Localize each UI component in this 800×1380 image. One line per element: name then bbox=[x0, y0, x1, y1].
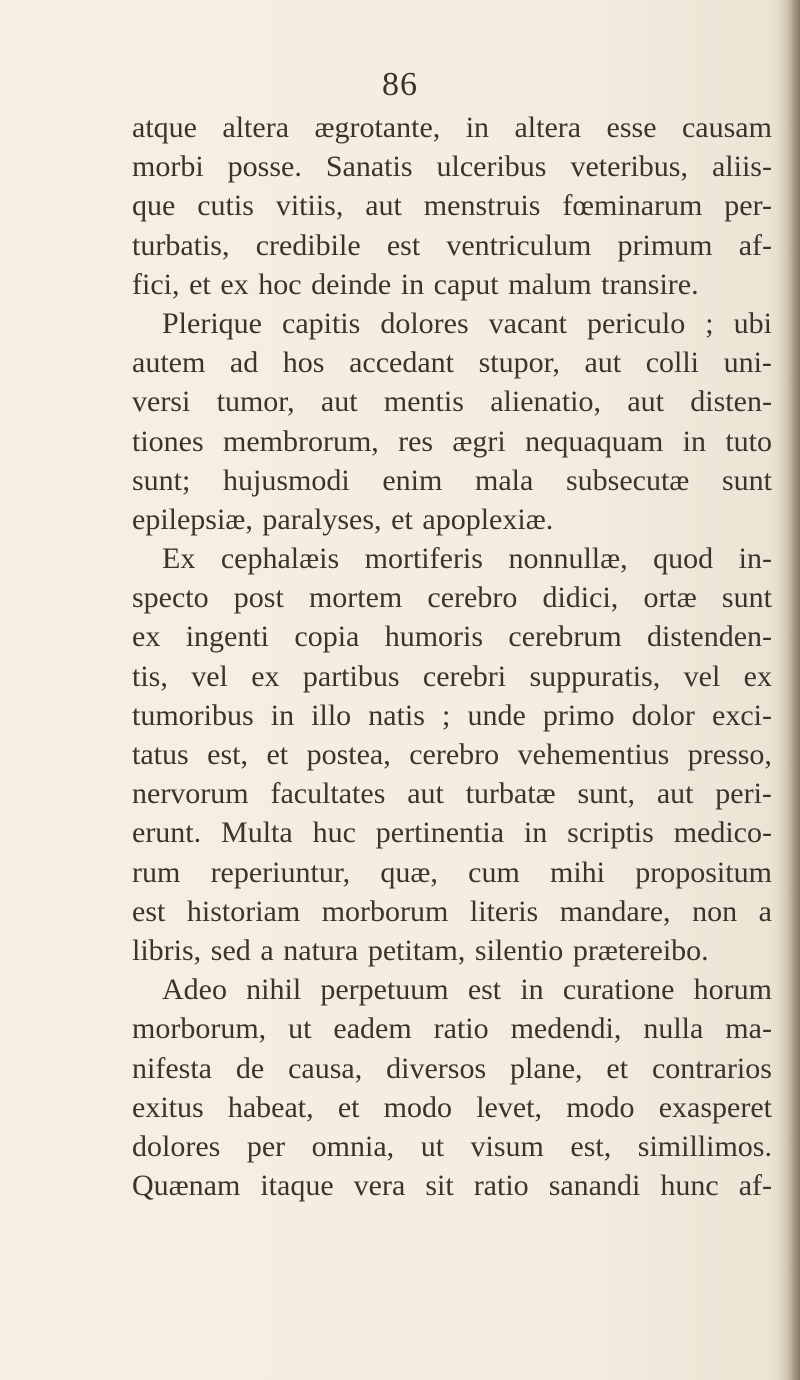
word: natis bbox=[368, 698, 425, 732]
word: et bbox=[391, 502, 413, 536]
text-line bbox=[132, 853, 772, 892]
word: dolores bbox=[132, 1129, 221, 1163]
word: causam bbox=[681, 111, 772, 144]
word: esse bbox=[606, 111, 657, 144]
text-line bbox=[132, 735, 772, 774]
word: ægri bbox=[452, 424, 506, 458]
word: ut bbox=[288, 1012, 312, 1046]
text-line bbox=[132, 147, 772, 186]
word: et bbox=[337, 1090, 360, 1124]
word: ; bbox=[705, 306, 714, 340]
word: habeat, bbox=[227, 1090, 314, 1124]
word: mortem bbox=[308, 581, 403, 615]
word: dolores bbox=[380, 306, 469, 340]
word: ratio bbox=[433, 1012, 489, 1046]
word: ex bbox=[132, 620, 161, 654]
text-line bbox=[132, 500, 772, 539]
text-line bbox=[132, 578, 772, 617]
word: hos bbox=[282, 346, 325, 380]
word: in bbox=[682, 424, 706, 458]
word: deinde bbox=[311, 267, 392, 301]
word: alienatio, bbox=[490, 385, 601, 419]
text-line bbox=[132, 1088, 772, 1127]
word: membrorum, bbox=[222, 424, 379, 458]
word: horum bbox=[693, 973, 772, 1007]
word: res bbox=[398, 424, 434, 458]
word: est, bbox=[570, 1129, 612, 1163]
word: transire. bbox=[601, 267, 699, 301]
word: primo bbox=[542, 698, 615, 732]
word: nifesta bbox=[132, 1051, 212, 1085]
word: tumoribus bbox=[132, 698, 254, 732]
text-line bbox=[132, 696, 772, 735]
page-gutter-shadow bbox=[778, 0, 800, 1380]
word: silentio bbox=[474, 933, 564, 967]
word: historiam bbox=[186, 894, 301, 928]
word: modo bbox=[566, 1090, 635, 1124]
word: cum bbox=[468, 855, 520, 889]
word: malum bbox=[508, 267, 592, 301]
text-line bbox=[132, 1049, 772, 1088]
word: ; bbox=[442, 698, 451, 732]
word: nulla bbox=[643, 1012, 704, 1046]
word: rum bbox=[132, 855, 181, 889]
word: aut bbox=[407, 777, 444, 811]
word: altera bbox=[222, 111, 290, 144]
word: tis, bbox=[132, 659, 168, 693]
word: atque bbox=[132, 111, 197, 144]
word: vitiis, bbox=[275, 189, 344, 223]
word: capitis bbox=[282, 306, 361, 340]
word: peri- bbox=[715, 777, 772, 811]
word: mortiferis bbox=[364, 542, 483, 576]
word: fœminarum bbox=[562, 189, 703, 223]
word: af- bbox=[738, 1169, 772, 1203]
word: itaque bbox=[260, 1169, 334, 1203]
word: morborum bbox=[321, 894, 449, 928]
word: hunc bbox=[660, 1169, 719, 1203]
text-line bbox=[132, 382, 772, 421]
word: post bbox=[233, 581, 284, 615]
word: per- bbox=[724, 189, 772, 223]
word: presso, bbox=[687, 738, 772, 771]
word: causa, bbox=[288, 1051, 363, 1085]
word: mentis bbox=[383, 385, 464, 419]
word: est, bbox=[207, 738, 248, 771]
word: Adeo bbox=[162, 973, 227, 1007]
word: aliis- bbox=[711, 150, 772, 184]
text-line bbox=[132, 1127, 772, 1166]
word: ad bbox=[229, 346, 259, 380]
word: est bbox=[132, 894, 166, 928]
word: ex bbox=[251, 659, 280, 693]
word: a bbox=[758, 894, 772, 928]
word: eadem bbox=[333, 1012, 412, 1046]
word: in bbox=[270, 698, 295, 732]
word: hujusmodi bbox=[223, 463, 350, 497]
word: Multa bbox=[221, 816, 293, 850]
word: posse. bbox=[227, 150, 302, 184]
word: illo bbox=[311, 698, 352, 732]
text-line bbox=[132, 970, 772, 1009]
word: aut bbox=[627, 385, 664, 419]
word: nequaquam bbox=[525, 424, 664, 458]
word: didici, bbox=[542, 581, 619, 615]
text-line bbox=[132, 774, 772, 813]
word: medendi, bbox=[510, 1012, 622, 1046]
word: subsecutæ bbox=[565, 463, 690, 497]
word: nonnullæ, bbox=[508, 542, 628, 576]
word: versi bbox=[132, 385, 191, 419]
word: uni- bbox=[723, 346, 772, 380]
word: credibile bbox=[255, 228, 361, 262]
word: ratio bbox=[473, 1169, 529, 1203]
word: turbatis, bbox=[132, 228, 230, 262]
word: af- bbox=[738, 228, 772, 262]
word: facultates bbox=[270, 777, 386, 811]
word: sanandi bbox=[548, 1169, 641, 1203]
word: sit bbox=[425, 1169, 454, 1203]
page-number: 86 bbox=[382, 66, 418, 103]
word: Plerique bbox=[162, 306, 262, 340]
word: epilepsiæ, bbox=[132, 502, 253, 536]
text-line bbox=[132, 343, 772, 382]
word: cerebro bbox=[427, 581, 518, 615]
word: morbi bbox=[132, 150, 204, 184]
word: mala bbox=[475, 463, 534, 497]
word: libris, bbox=[132, 933, 202, 967]
word: cephalæis bbox=[220, 542, 340, 576]
word: per bbox=[246, 1129, 286, 1163]
word: autem bbox=[132, 346, 206, 380]
word: contrarios bbox=[651, 1051, 772, 1085]
word: plane, bbox=[510, 1051, 583, 1085]
word: morborum, bbox=[132, 1012, 267, 1046]
word: suppuratis, bbox=[529, 659, 661, 693]
word: tatus bbox=[132, 738, 189, 771]
word: vehementius bbox=[517, 738, 670, 771]
word: turbatæ bbox=[465, 777, 556, 811]
word: distenden- bbox=[647, 620, 772, 654]
word: omnia, bbox=[311, 1129, 395, 1163]
word: mandare, bbox=[559, 894, 671, 928]
word: tuto bbox=[725, 424, 772, 458]
word: humoris bbox=[384, 620, 484, 654]
word: copia bbox=[294, 620, 360, 654]
word: que bbox=[132, 189, 176, 223]
word: levet, bbox=[476, 1090, 543, 1124]
text-line bbox=[132, 1009, 772, 1048]
text-line bbox=[132, 226, 772, 265]
word: visum bbox=[470, 1129, 544, 1163]
word: ut bbox=[420, 1129, 445, 1163]
word: erunt. bbox=[132, 816, 202, 850]
word: vel bbox=[191, 659, 228, 693]
word: et bbox=[189, 267, 211, 301]
word: cutis bbox=[197, 189, 254, 223]
word: Sanatis bbox=[325, 150, 413, 184]
text-line bbox=[132, 813, 772, 852]
word: ulceribus bbox=[436, 150, 547, 184]
word: cerebrum bbox=[508, 620, 622, 654]
word: stupor, bbox=[478, 346, 560, 380]
text-line bbox=[132, 931, 772, 970]
word: vacant bbox=[488, 306, 567, 340]
word: ventriculum bbox=[446, 228, 592, 262]
word: ortæ bbox=[643, 581, 697, 615]
word: in bbox=[465, 111, 490, 144]
word: mihi bbox=[550, 855, 606, 889]
word: propositum bbox=[635, 855, 772, 889]
word: hoc bbox=[258, 267, 302, 301]
word: aut bbox=[365, 189, 402, 223]
text-line bbox=[132, 461, 772, 500]
word: exitus bbox=[132, 1090, 204, 1124]
word: simillimos. bbox=[637, 1129, 772, 1163]
word: et bbox=[266, 738, 289, 771]
word: paralyses, bbox=[262, 502, 382, 536]
word: vel bbox=[683, 659, 721, 693]
word: prætereibo. bbox=[572, 933, 709, 967]
word: literis bbox=[469, 894, 539, 928]
word: disten- bbox=[690, 385, 772, 419]
word: Ex bbox=[162, 542, 196, 576]
word: tumor, bbox=[216, 385, 295, 419]
text-line bbox=[132, 304, 772, 343]
word: fici, bbox=[132, 267, 180, 301]
word: ægrotante, bbox=[314, 111, 441, 144]
word: partibus bbox=[302, 659, 400, 693]
word: diversos bbox=[386, 1051, 487, 1085]
word: modo bbox=[383, 1090, 453, 1124]
text-line bbox=[132, 617, 772, 656]
text-line bbox=[132, 657, 772, 696]
word: in bbox=[523, 816, 548, 850]
word: sunt bbox=[721, 463, 772, 497]
word: tiones bbox=[132, 424, 204, 458]
word: altera bbox=[514, 111, 582, 144]
word: sunt; bbox=[132, 463, 191, 497]
word: sunt, bbox=[577, 777, 635, 811]
word: unde bbox=[467, 698, 526, 732]
word: est bbox=[467, 973, 502, 1007]
word: aut bbox=[656, 777, 694, 811]
word: enim bbox=[382, 463, 443, 497]
word: periculo bbox=[586, 306, 686, 340]
word: pertinentia bbox=[375, 816, 505, 850]
word: ubi bbox=[733, 306, 772, 340]
word: caput bbox=[433, 267, 499, 301]
text-line bbox=[132, 1166, 772, 1205]
word: sed bbox=[210, 933, 251, 967]
word: scriptis bbox=[567, 816, 654, 850]
word: veteribus, bbox=[570, 150, 688, 184]
word: in bbox=[400, 267, 425, 301]
text-line bbox=[132, 108, 772, 147]
word: cerebro bbox=[409, 738, 500, 771]
word: de bbox=[235, 1051, 265, 1085]
word: ex bbox=[743, 659, 772, 693]
word: aut bbox=[320, 385, 358, 419]
text-line bbox=[132, 892, 772, 931]
word: menstruis bbox=[423, 189, 541, 223]
word: ma- bbox=[725, 1012, 772, 1046]
word: curatione bbox=[562, 973, 675, 1007]
text-line bbox=[132, 539, 772, 578]
word: exci- bbox=[712, 698, 772, 732]
word: petitam, bbox=[367, 933, 466, 967]
word: non bbox=[692, 894, 738, 928]
body-text bbox=[132, 108, 772, 1205]
word: apoplexiæ. bbox=[422, 502, 554, 536]
word: postea, bbox=[306, 738, 391, 771]
text-line bbox=[132, 186, 772, 225]
word: accedant bbox=[349, 346, 454, 380]
word: in- bbox=[738, 542, 772, 576]
word: huc bbox=[312, 816, 356, 850]
word: colli bbox=[645, 346, 700, 380]
word: ex bbox=[220, 267, 249, 301]
word: Quænam bbox=[132, 1169, 241, 1203]
word: ingenti bbox=[185, 620, 270, 654]
word: dolor bbox=[631, 698, 695, 732]
text-line bbox=[132, 265, 772, 304]
word: quæ, bbox=[380, 855, 438, 889]
word: nervorum bbox=[132, 777, 249, 811]
word: sunt bbox=[721, 581, 772, 615]
word: est bbox=[386, 228, 421, 262]
word: specto bbox=[132, 581, 209, 615]
word: in bbox=[520, 973, 544, 1007]
word: a bbox=[260, 933, 274, 967]
word: medico- bbox=[673, 816, 772, 850]
word: natura bbox=[283, 933, 359, 967]
word: aut bbox=[584, 346, 622, 380]
word: nihil bbox=[246, 973, 302, 1007]
word: quod bbox=[653, 542, 714, 576]
word: reperiuntur, bbox=[210, 855, 351, 889]
word: perpetuum bbox=[320, 973, 449, 1007]
word: et bbox=[606, 1051, 629, 1085]
word: cerebri bbox=[422, 659, 507, 693]
word: exasperet bbox=[658, 1090, 772, 1124]
word: primum bbox=[617, 228, 713, 262]
text-line bbox=[132, 422, 772, 461]
word: vera bbox=[353, 1169, 406, 1203]
